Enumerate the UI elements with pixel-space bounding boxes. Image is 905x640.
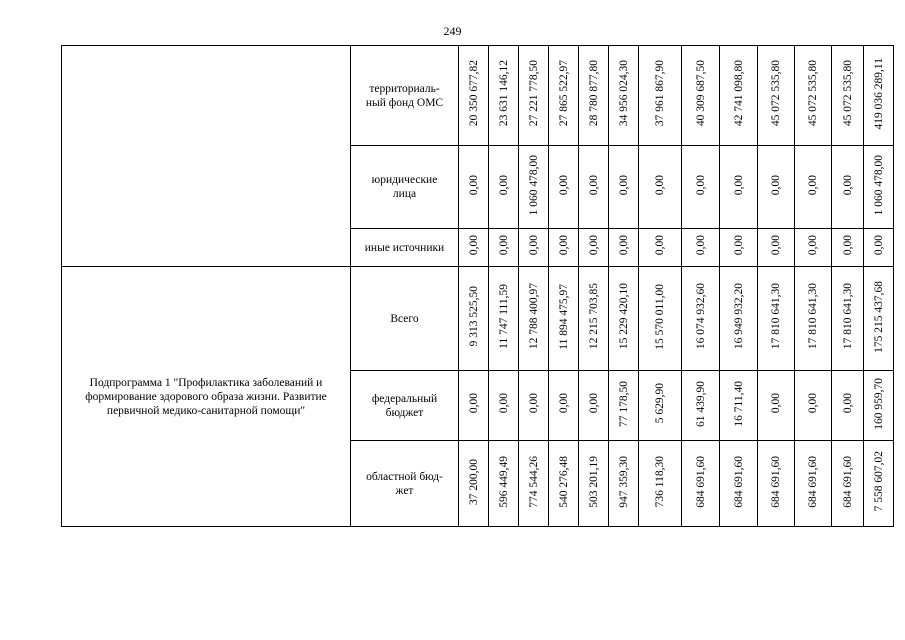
- value-cell: [549, 441, 579, 527]
- value-cell: [579, 267, 609, 371]
- value-cell: [864, 267, 894, 371]
- value-text: 0,00: [497, 174, 510, 196]
- value-cell: [609, 371, 639, 441]
- value-text: 12 788 400,97: [527, 283, 540, 350]
- value-cell: [579, 146, 609, 229]
- funding-source-cell: юридические лица: [351, 146, 459, 229]
- value-cell: [519, 229, 549, 267]
- value-text: 15 570 011,00: [654, 283, 666, 350]
- value-text: 0,00: [694, 235, 707, 256]
- value-text: 11 747 111,59: [497, 284, 510, 349]
- value-cell: [459, 441, 489, 527]
- value-text: 947 359,30: [617, 455, 630, 508]
- value-text: 0,00: [557, 174, 570, 196]
- funding-source-cell: Всего: [351, 267, 459, 371]
- value-cell: [720, 371, 758, 441]
- program-name-cell: Подпрограмма 1 "Профилактика заболеваний и формирование здорового образа жизни. Развитие первичной медико-санитарной помощи": [62, 267, 351, 527]
- value-text: 0,00: [587, 174, 600, 196]
- value-text: 0,00: [732, 174, 745, 196]
- value-cell: [549, 371, 579, 441]
- value-text: 37 200,00: [467, 458, 480, 505]
- value-text: 45 072 535,80: [807, 60, 819, 127]
- value-text: 15 229 420,10: [617, 283, 630, 350]
- value-cell: [720, 267, 758, 371]
- value-cell: [519, 441, 549, 527]
- value-cell: [489, 229, 519, 267]
- funding-source-cell: территориаль- ный фонд ОМС: [351, 46, 459, 146]
- value-text: 684 691,60: [770, 455, 782, 508]
- value-cell: [832, 267, 864, 371]
- value-text: 17 810 641,30: [807, 283, 819, 350]
- value-text: 0,00: [497, 393, 510, 414]
- value-cell: [579, 229, 609, 267]
- value-text: 0,00: [654, 174, 666, 196]
- value-text: 0,00: [467, 393, 480, 414]
- value-cell: [832, 229, 864, 267]
- value-cell: [519, 146, 549, 229]
- value-text: 0,00: [617, 174, 630, 196]
- value-cell: [682, 146, 720, 229]
- value-cell: [682, 371, 720, 441]
- value-cell: [758, 371, 795, 441]
- value-cell: [489, 146, 519, 229]
- value-cell: [758, 267, 795, 371]
- value-text: 27 221 778,50: [527, 60, 540, 127]
- value-cell: [609, 46, 639, 146]
- value-cell: [758, 229, 795, 267]
- value-cell: [489, 46, 519, 146]
- value-text: 0,00: [841, 235, 854, 256]
- value-cell: [832, 441, 864, 527]
- value-text: 9 313 525,50: [467, 286, 480, 347]
- value-cell: [639, 267, 682, 371]
- value-text: 20 350 677,82: [467, 60, 480, 127]
- value-text: 774 544,26: [527, 455, 540, 508]
- value-cell: [459, 229, 489, 267]
- value-cell: [549, 229, 579, 267]
- value-text: 0,00: [841, 393, 854, 414]
- value-cell: [795, 146, 832, 229]
- value-text: 0,00: [770, 235, 782, 256]
- value-text: 0,00: [527, 235, 540, 256]
- value-text: 0,00: [694, 174, 707, 196]
- value-text: 27 865 522,97: [557, 60, 570, 127]
- value-text: 0,00: [770, 174, 782, 196]
- value-cell: [758, 146, 795, 229]
- value-text: 17 810 641,30: [841, 283, 854, 350]
- value-cell: [795, 371, 832, 441]
- value-cell: [639, 46, 682, 146]
- value-cell: [609, 441, 639, 527]
- value-cell: [459, 371, 489, 441]
- value-cell: [459, 46, 489, 146]
- value-cell: [720, 46, 758, 146]
- value-text: 503 201,19: [587, 455, 600, 508]
- program-name-cell: [62, 46, 351, 267]
- value-text: 684 691,60: [807, 455, 819, 508]
- funding-source-cell: федеральный бюджет: [351, 371, 459, 441]
- value-text: 45 072 535,80: [770, 60, 782, 127]
- value-text: 40 309 687,50: [694, 60, 707, 127]
- value-text: 5 629,90: [654, 383, 666, 424]
- value-text: 0,00: [872, 235, 885, 256]
- value-text: 0,00: [467, 235, 480, 256]
- value-cell: [864, 229, 894, 267]
- value-text: 0,00: [497, 235, 510, 256]
- value-text: 16 949 932,20: [732, 283, 745, 350]
- value-cell: [720, 146, 758, 229]
- value-text: 419 036 289,11: [872, 57, 885, 130]
- value-cell: [519, 267, 549, 371]
- value-text: 0,00: [617, 235, 630, 256]
- value-text: 1 060 478,00: [872, 154, 885, 216]
- budget-table: [61, 45, 894, 527]
- value-text: 596 449,49: [497, 455, 510, 508]
- value-cell: [489, 371, 519, 441]
- value-text: 12 215 703,85: [587, 283, 600, 350]
- value-cell: [459, 267, 489, 371]
- value-text: 77 178,50: [617, 380, 630, 427]
- value-cell: [758, 46, 795, 146]
- value-cell: [832, 46, 864, 146]
- funding-source-cell: областной бюд- жет: [351, 441, 459, 527]
- value-cell: [864, 441, 894, 527]
- value-cell: [459, 146, 489, 229]
- value-cell: [549, 46, 579, 146]
- value-cell: [720, 229, 758, 267]
- page-number: 249: [443, 24, 462, 38]
- value-text: 0,00: [557, 393, 570, 414]
- value-cell: [720, 441, 758, 527]
- value-cell: [519, 46, 549, 146]
- value-cell: [549, 146, 579, 229]
- value-cell: [758, 441, 795, 527]
- value-cell: [795, 267, 832, 371]
- value-text: 1 060 478,00: [527, 154, 540, 216]
- value-text: 11 894 475,97: [557, 283, 570, 350]
- value-cell: [639, 441, 682, 527]
- value-text: 175 215 437,68: [872, 280, 885, 353]
- value-text: 0,00: [770, 393, 782, 414]
- table-row: [62, 267, 894, 371]
- value-text: 0,00: [732, 235, 745, 256]
- value-text: 0,00: [841, 174, 854, 196]
- value-text: 0,00: [467, 174, 480, 196]
- value-cell: [609, 267, 639, 371]
- value-cell: [579, 371, 609, 441]
- value-text: 16 711,40: [732, 380, 745, 427]
- value-cell: [864, 146, 894, 229]
- value-text: 0,00: [557, 235, 570, 256]
- value-text: 0,00: [654, 235, 666, 256]
- value-cell: [832, 146, 864, 229]
- value-cell: [795, 229, 832, 267]
- value-cell: [682, 46, 720, 146]
- value-text: 28 780 877,80: [587, 60, 600, 127]
- value-cell: [519, 371, 549, 441]
- value-cell: [682, 229, 720, 267]
- value-text: 34 956 024,30: [617, 60, 630, 127]
- value-cell: [682, 267, 720, 371]
- value-text: 0,00: [807, 174, 819, 196]
- funding-source-cell: иные источники: [351, 229, 459, 267]
- value-text: 23 631 146,12: [497, 60, 510, 127]
- value-text: 0,00: [807, 235, 819, 256]
- value-cell: [609, 229, 639, 267]
- value-text: 684 691,60: [732, 455, 745, 508]
- value-cell: [864, 371, 894, 441]
- value-cell: [864, 46, 894, 146]
- value-cell: [489, 267, 519, 371]
- value-text: 0,00: [527, 393, 540, 414]
- value-text: 16 074 932,60: [694, 283, 707, 350]
- value-text: 684 691,60: [694, 455, 707, 508]
- value-cell: [832, 371, 864, 441]
- value-cell: [579, 441, 609, 527]
- table-row: [62, 46, 894, 146]
- value-text: 0,00: [587, 235, 600, 256]
- value-cell: [639, 229, 682, 267]
- value-text: 61 439,90: [694, 380, 707, 427]
- value-text: 0,00: [587, 393, 600, 414]
- value-cell: [795, 46, 832, 146]
- value-cell: [639, 146, 682, 229]
- value-cell: [795, 441, 832, 527]
- value-cell: [489, 441, 519, 527]
- value-text: 0,00: [807, 393, 819, 414]
- value-text: 45 072 535,80: [841, 60, 854, 127]
- value-text: 37 961 867,90: [654, 60, 666, 127]
- value-text: 160 959,70: [872, 377, 885, 430]
- value-cell: [682, 441, 720, 527]
- value-cell: [579, 46, 609, 146]
- value-text: 736 118,30: [654, 455, 666, 508]
- value-text: 684 691,60: [841, 455, 854, 508]
- value-cell: [609, 146, 639, 229]
- value-cell: [549, 267, 579, 371]
- value-text: 17 810 641,30: [770, 283, 782, 350]
- value-cell: [639, 371, 682, 441]
- value-text: 42 741 098,80: [732, 60, 745, 127]
- value-text: 540 276,48: [557, 455, 570, 508]
- value-text: 7 558 607,02: [872, 451, 885, 512]
